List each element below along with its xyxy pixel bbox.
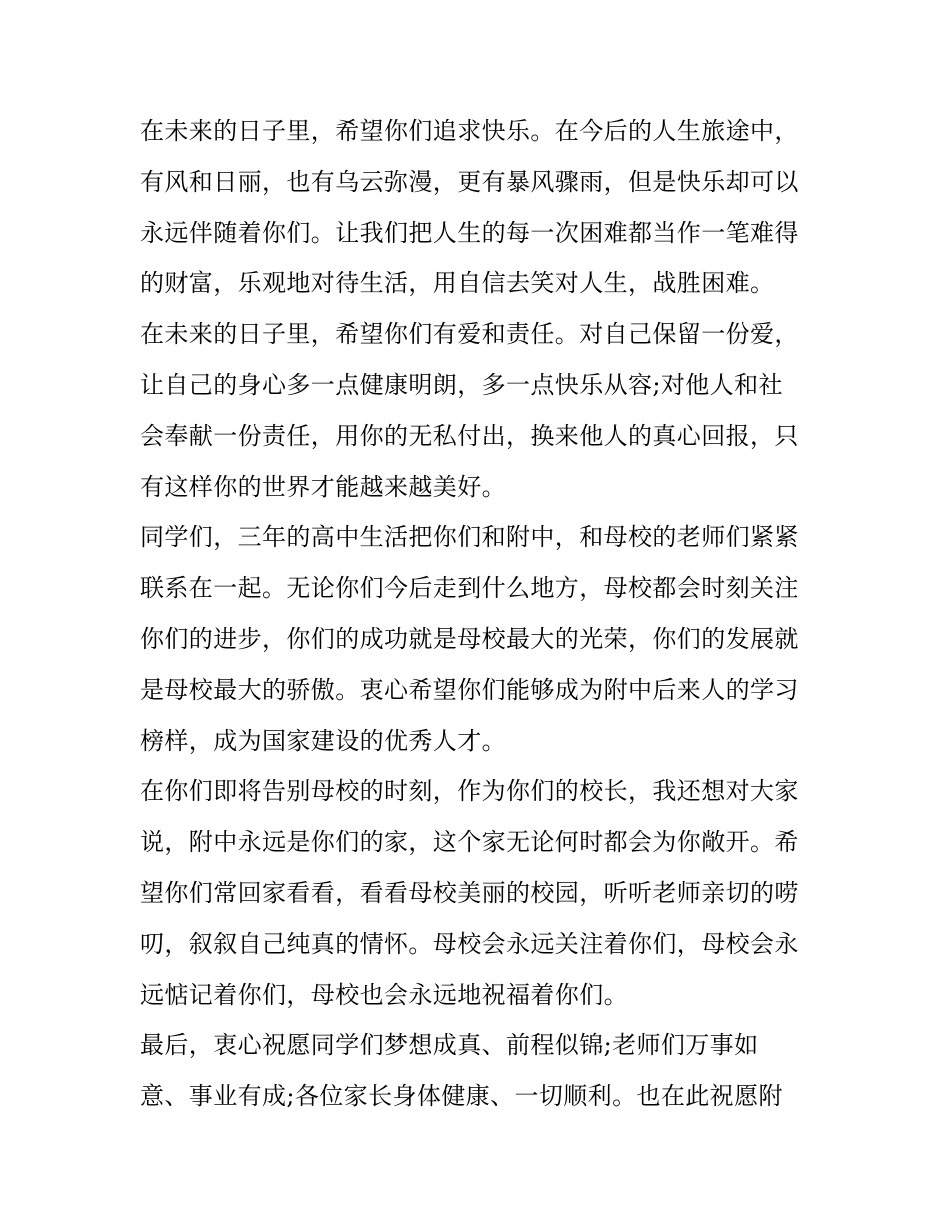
text-line: 意、事业有成;各位家长身体健康、一切顺利。也在此祝愿附	[140, 1082, 783, 1111]
text-line: 最后，衷心祝愿同学们梦想成真、前程似锦;老师们万事如	[140, 1031, 759, 1060]
text-line: 望你们常回家看看，看看母校美丽的校园，听听老师亲切的唠	[140, 878, 799, 907]
text-line: 在未来的日子里，希望你们有爱和责任。对自己保留一份爱，	[140, 320, 799, 349]
text-line: 有这样你的世界才能越来越美好。	[140, 472, 506, 501]
text-line: 在未来的日子里，希望你们追求快乐。在今后的人生旅途中，	[140, 117, 799, 145]
text-line: 榜样，成为国家建设的优秀人才。	[140, 726, 506, 755]
text-line: 的财富，乐观地对待生活，用自信去笑对人生，战胜困难。	[140, 269, 775, 298]
text-line: 远惦记着你们，母校也会永远地祝福着你们。	[140, 980, 628, 1009]
text-line: 联系在一起。无论你们今后走到什么地方，母校都会时刻关注	[140, 574, 799, 603]
text-line: 叨，叙叙自己纯真的情怀。母校会永远关注着你们，母校会永	[140, 929, 799, 958]
text-line: 让自己的身心多一点健康明朗，多一点快乐从容;对他人和社	[140, 370, 783, 399]
text-line: 同学们，三年的高中生活把你们和附中，和母校的老师们紧紧	[140, 523, 799, 552]
text-line: 有风和日丽，也有乌云弥漫，更有暴风骤雨，但是快乐却可以	[140, 167, 799, 196]
text-line: 会奉献一份责任，用你的无私付出，换来他人的真心回报，只	[140, 421, 799, 450]
text-line: 在你们即将告别母校的时刻，作为你们的校长，我还想对大家	[140, 777, 799, 806]
document-body	[140, 106, 830, 1122]
text-line: 你们的进步，你们的成功就是母校最大的光荣，你们的发展就	[140, 624, 799, 653]
text-line: 是母校最大的骄傲。衷心希望你们能够成为附中后来人的学习	[140, 675, 799, 704]
text-line: 永远伴随着你们。让我们把人生的每一次困难都当作一笔难得	[140, 218, 799, 247]
text-line: 说，附中永远是你们的家，这个家无论何时都会为你敞开。希	[140, 828, 799, 857]
